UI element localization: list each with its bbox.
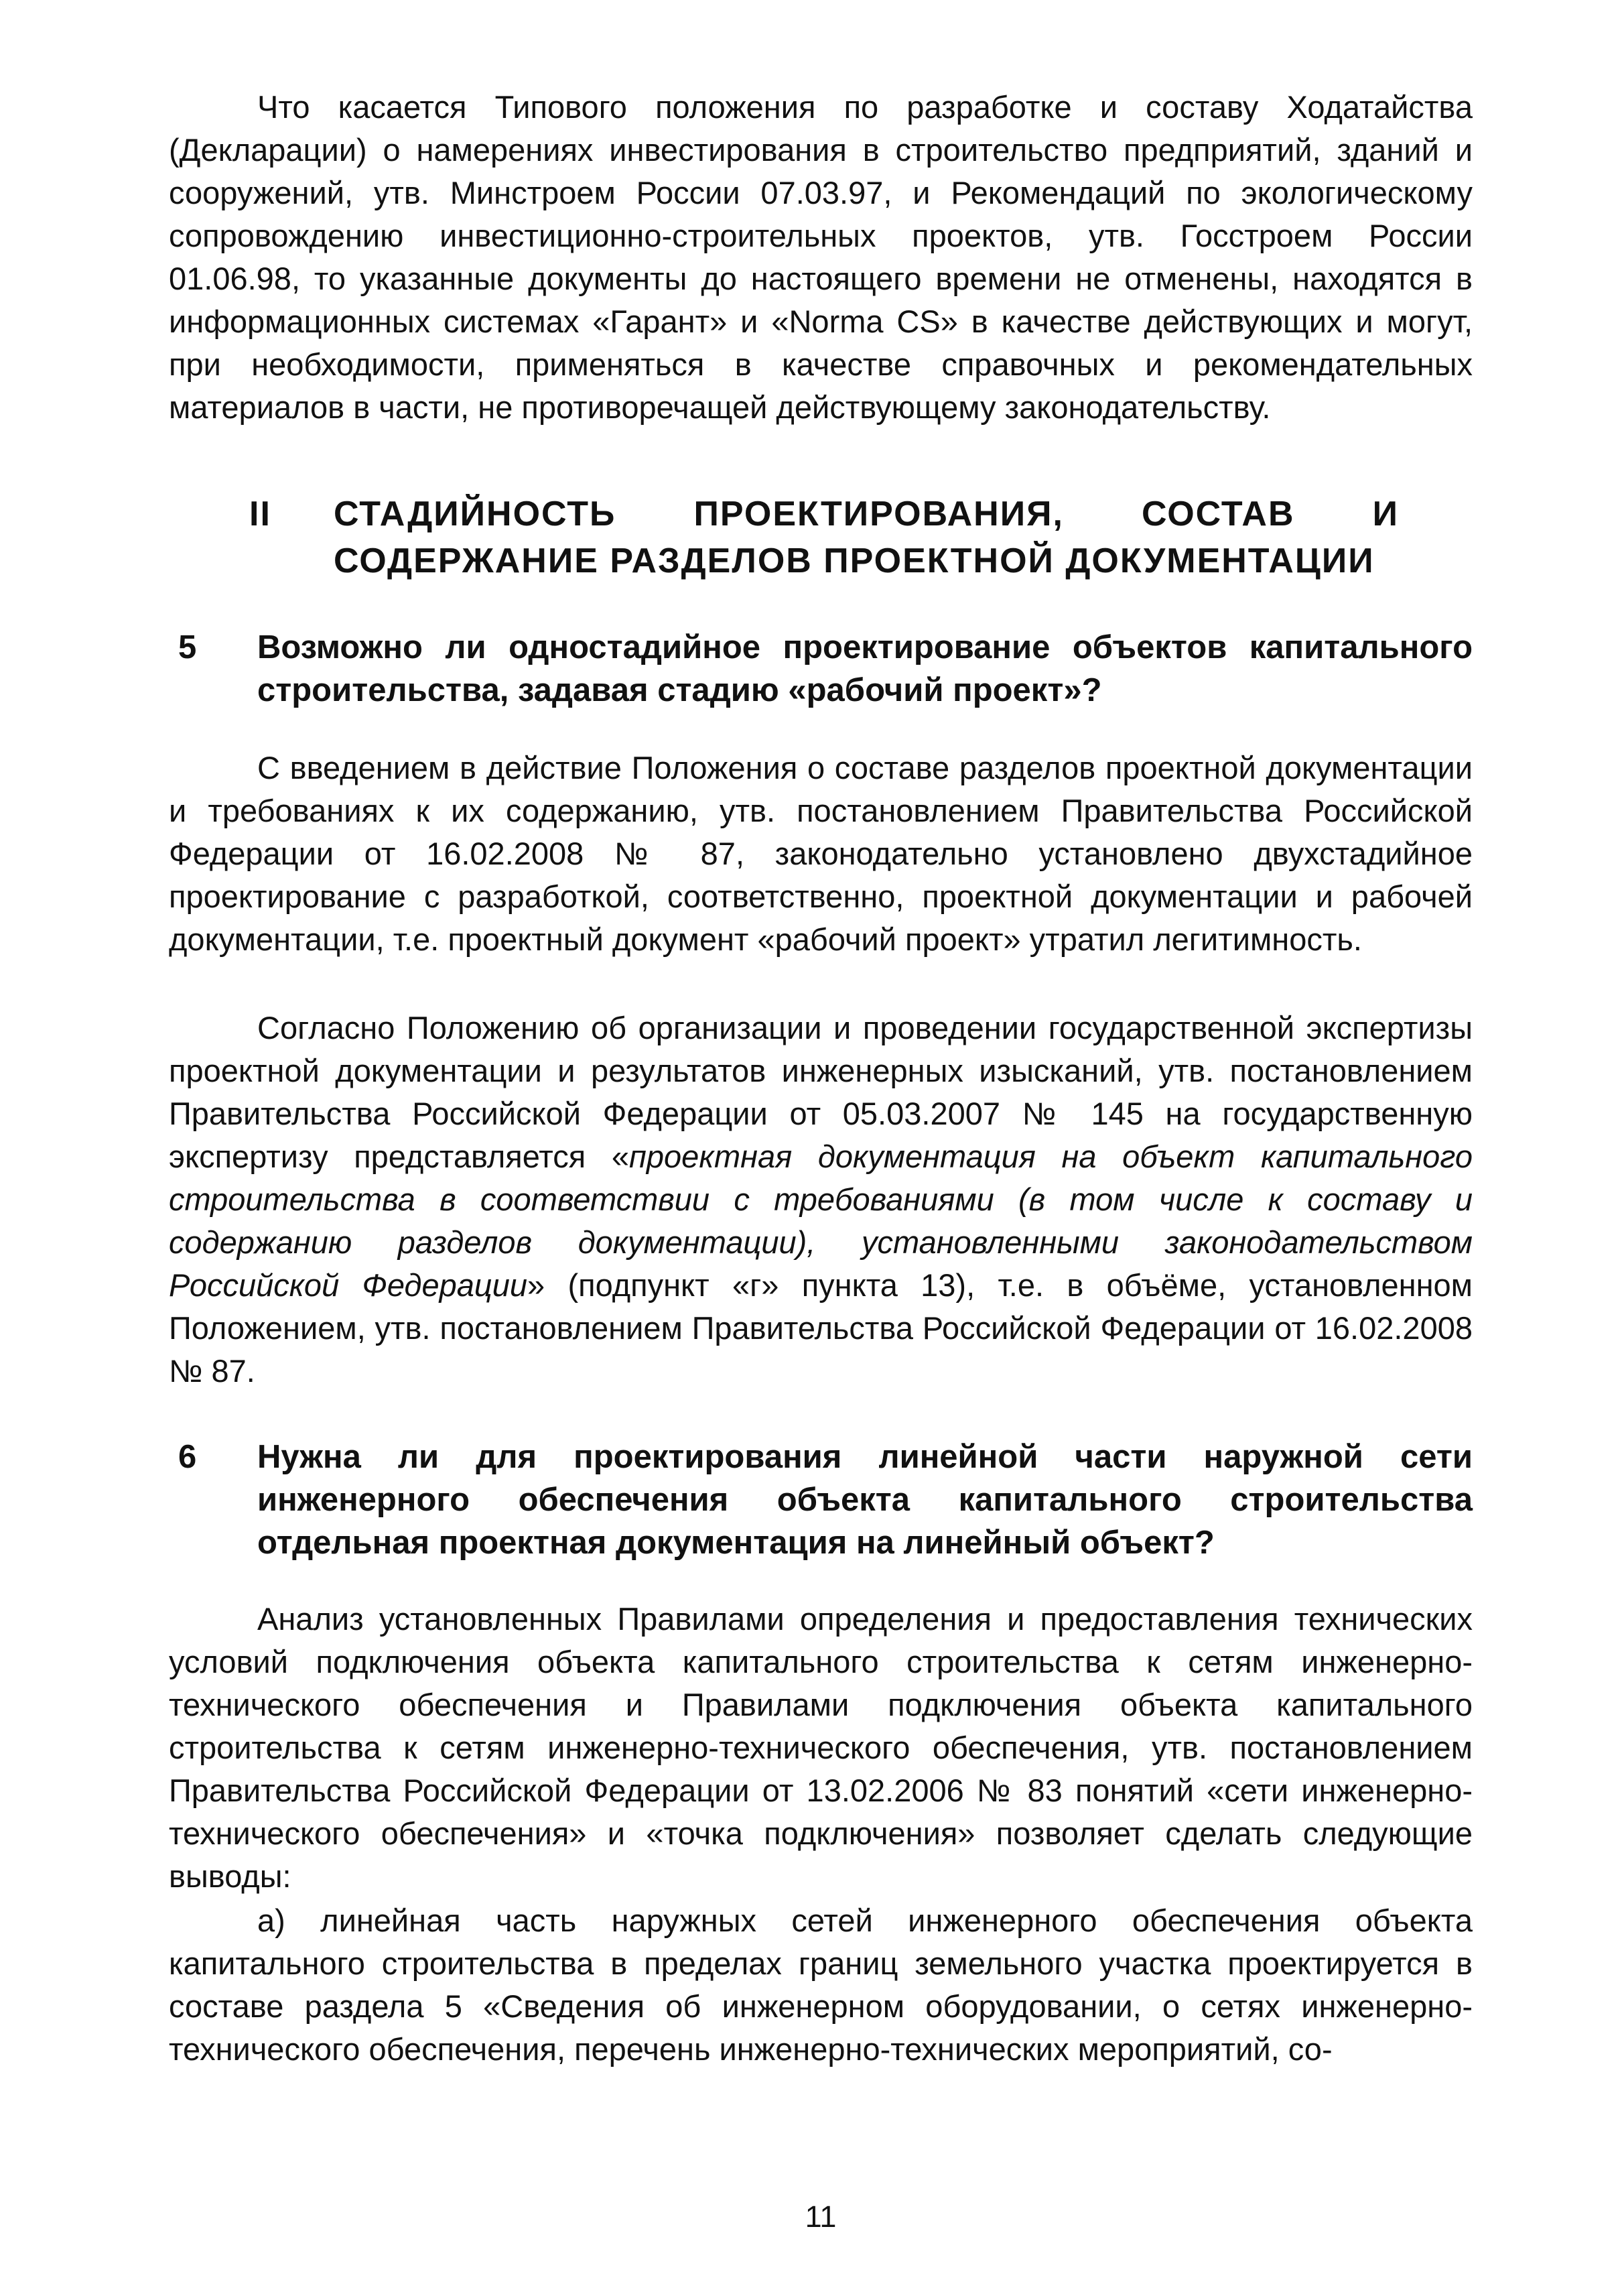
question-number: 5 [178,629,197,665]
answer6-paragraph2: а) линейная часть наружных сетей инженерного обеспечения объекта капитального строительства в пределах границ земельного участка проектируется в составе раздела 5 «Сведения об инженерном оборудовании, о сетях инженерно-технического обеспечения, перечень инженерно-технических мероприятий, со- [169,1903,1473,2067]
section-title-word: СТАДИЙНОСТЬ [334,495,616,533]
question-text: Нужна ли для проектирования линейной части наружной сети инженерного обеспечения объекта капитального строительства отдельная проектная документация на линейный объект? [257,1439,1473,1561]
document-page [169,0,1473,2296]
answer5-paragraph1: С введением в действие Положения о составе разделов проектной документации и требованиях к их содержанию, утв. постановлением Правительства Российской Федерации от 16.02.2008 № 87, законодательно установлено двухстадийное проектирование с разработкой, соответственно, проектной документации и рабочей документации, т.е. проектный документ «рабочий проект» утратил легитимность. [169,750,1473,957]
section-title-word: ПРОЕКТИРОВАНИЯ, [693,495,1064,533]
answer5-paragraph2 [169,1007,1473,1393]
intro-paragraph: Что касается Типового положения по разработке и составу Ходатайства (Декларации) о намерениях инвестирования в строительство предприятий, зданий и сооружений, утв. Минстроем России 07.03.97, и Рекомендаций по экологическому сопровождению инвестиционно-строительных проектов, утв. Госстроем России 01.06.98, то указанные документы до настоящего времени не отменены, находятся в информационных системах «Гарант» и «Norma CS» в качестве действующих и могут, при необходимости, применяться в качестве справочных и рекомендательных материалов в части, не противоречащей действующему законодательству. [169,89,1473,425]
question-6 [169,1436,1473,1564]
question-number: 6 [178,1439,197,1475]
answer6-paragraph1: Анализ установленных Правилами определения и предоставления технических условий подключения объекта капитального строительства к сетям инженерно-технического обеспечения и Правилами подключения объекта капитального строительства к сетям инженерно-технического обеспечения, утв. постановлением Правительства Российской Федерации от 13.02.2006 № 83 понятий «сети инженерно-технического обеспечения» и «точка подключения» позволяет сделать следующие выводы: [169,1601,1473,1894]
answer5-quote-italic: проектная документация на объект капитального строительства в соответствии с требованиями (в том числе к составу и содержанию разделов документации), установленными законодательством Российской Федерации [169,1139,1473,1303]
section-title-line2: СОДЕРЖАНИЕ РАЗДЕЛОВ ПРОЕКТНОЙ ДОКУМЕНТАЦИИ [334,541,1375,580]
answer5-text-b: » (подпункт «г» пункта 13), т.е. в объёме, установленном Положением, утв. постановлением Правительства Российской Федерации от 16.02.2008 № 87. [169,1267,1473,1389]
question-5 [169,626,1473,712]
section-title-word: СОСТАВ [1141,495,1295,533]
section-number: II [249,495,271,533]
section-heading [249,491,1473,584]
question-text: Возможно ли одностадийное проектирование объектов капитального строительства, задавая стадию «рабочий проект»? [257,629,1473,708]
page-number: 11 [805,2199,837,2234]
section-title-word: И [1372,495,1399,533]
answer5-text-a: Согласно Положению об организации и проведении государственной экспертизы проектной документации и результатов инженерных изысканий, утв. постановлением Правительства Российской Федерации от 05.03.2007 № 145 на государственную экспертизу представляется « [169,1010,1473,1174]
section-title-line1 [334,491,1399,537]
